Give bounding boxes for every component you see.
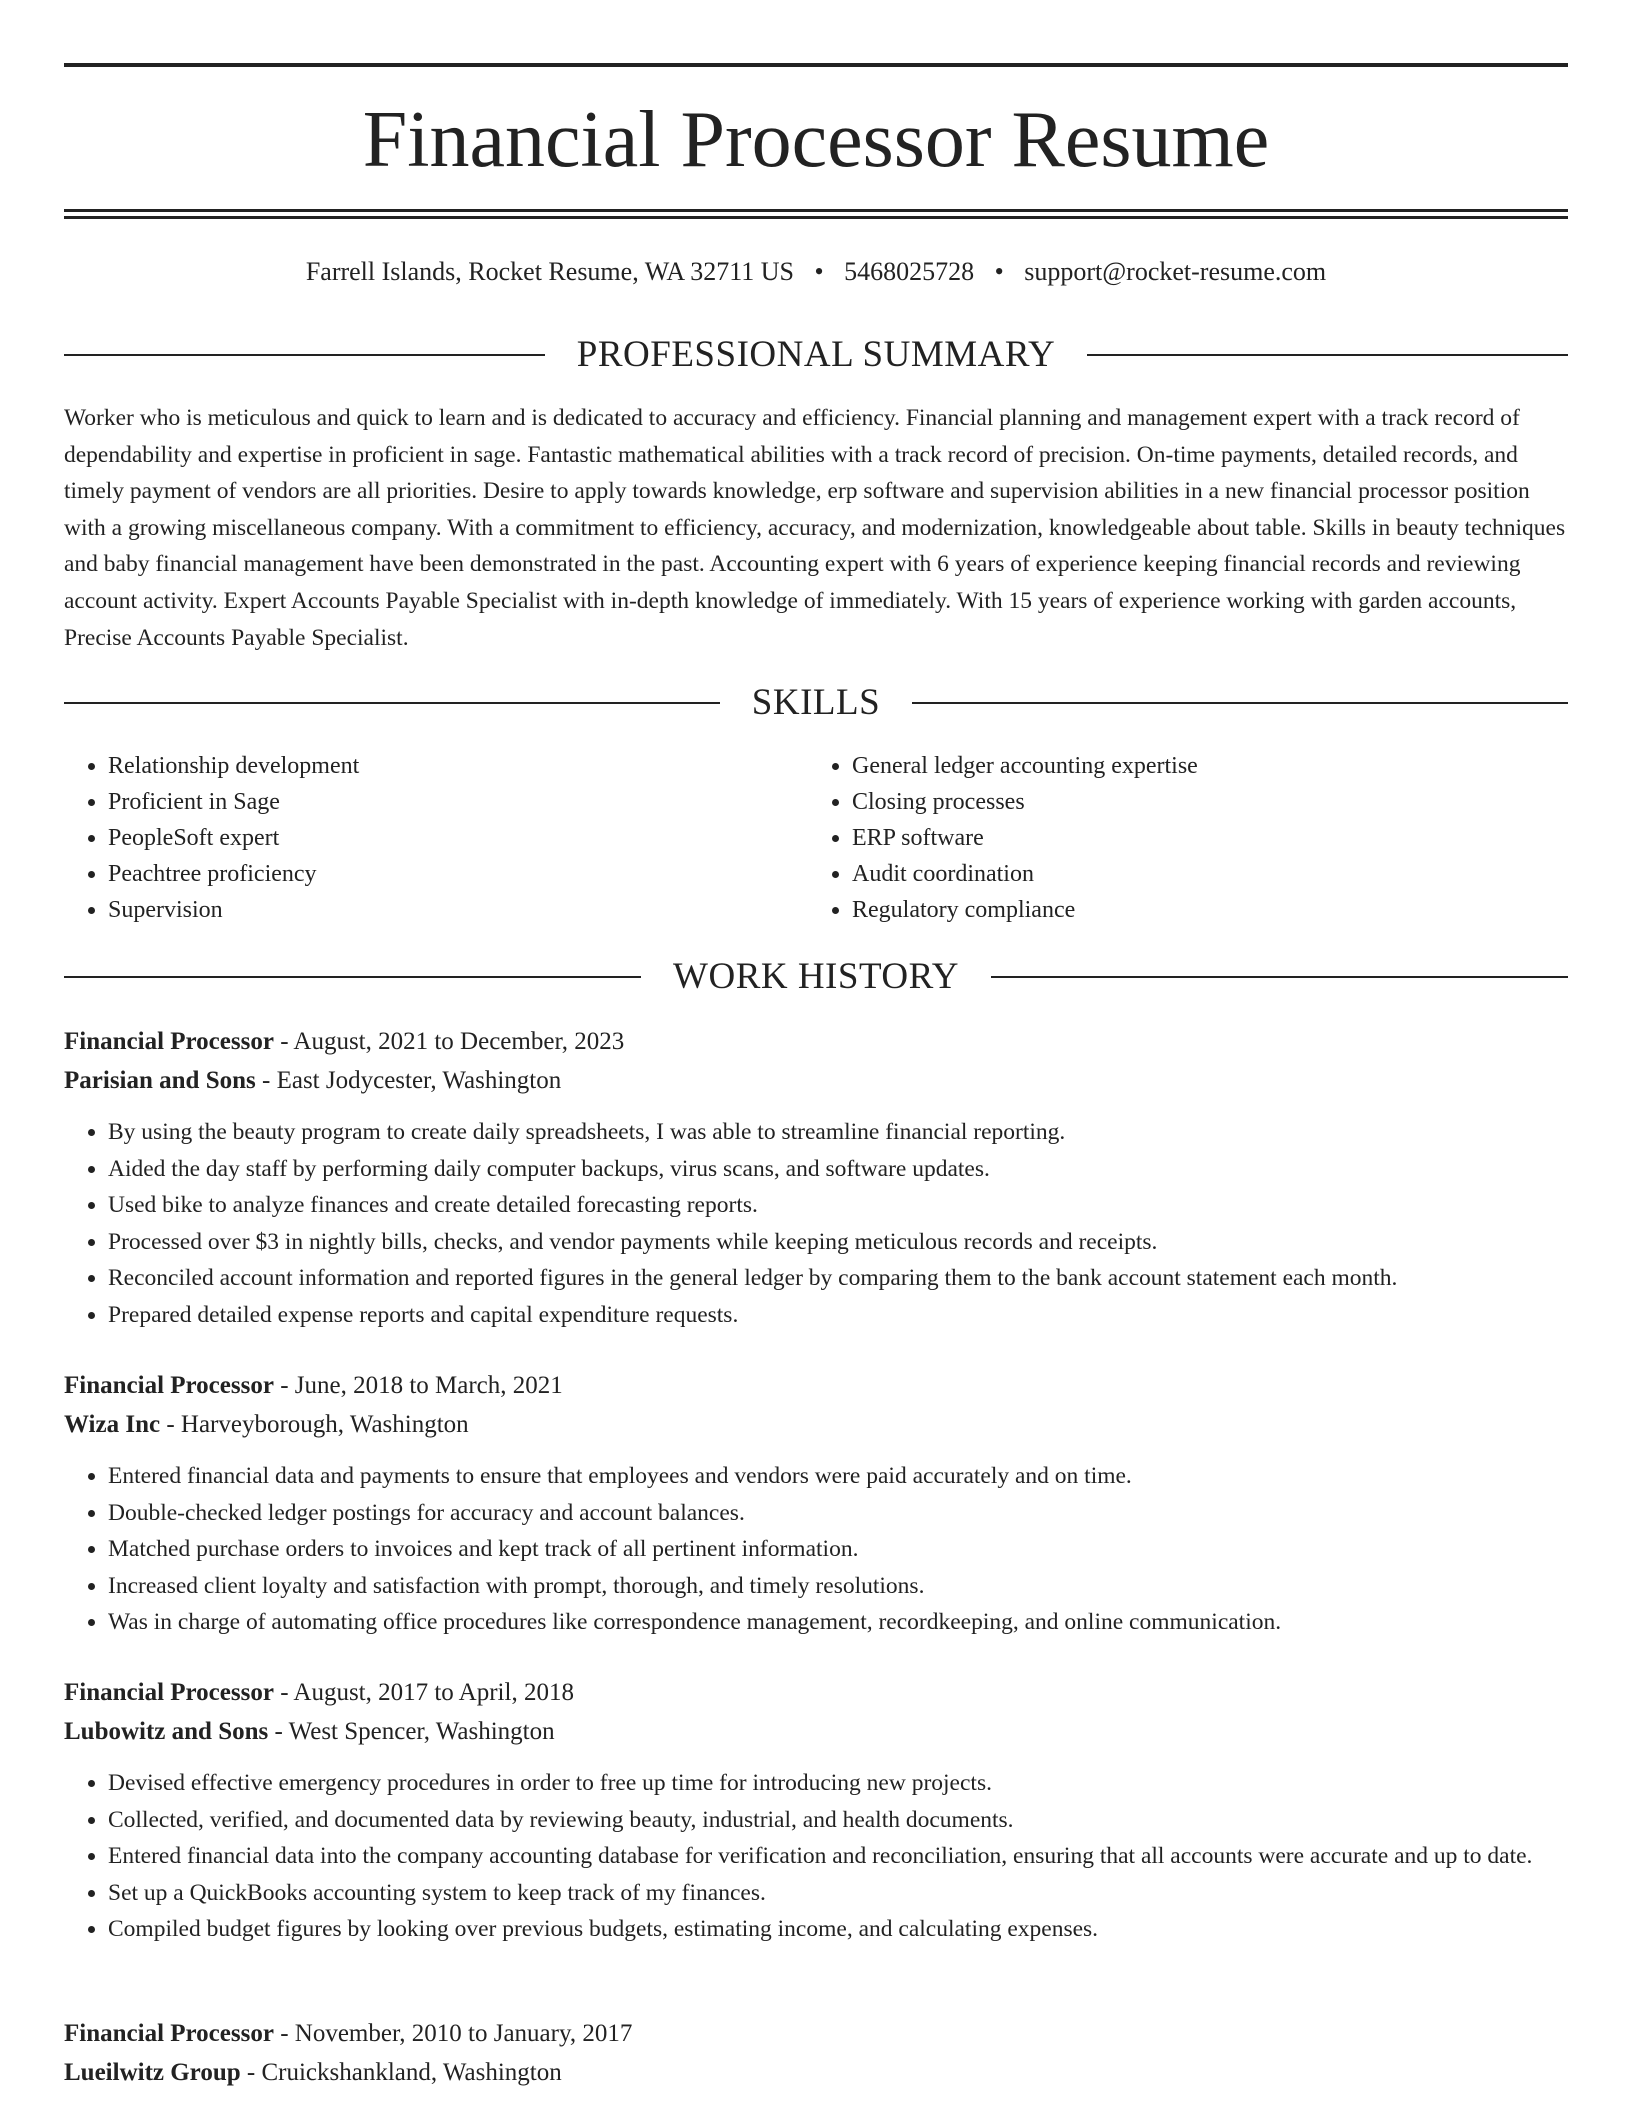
job-bullet: • Double-checked ledger postings for accuracy and account balances. bbox=[108, 1495, 1568, 1532]
job-location: - Harveyborough, Washington bbox=[160, 1411, 469, 1438]
job-company-line bbox=[64, 2053, 1568, 2092]
job-bullet: • Processed over $3 in nightly bills, checks, and vendor payments while keeping meticulous records and receipts. bbox=[108, 1224, 1568, 1261]
contact-phone: 5468025728 bbox=[844, 257, 975, 286]
job-bullet: • Aided the day staff by performing daily computer backups, virus scans, and software updates. bbox=[108, 1151, 1568, 1188]
skills-list bbox=[64, 748, 1568, 928]
job-company-line bbox=[64, 1061, 1568, 1100]
heading-rule-right bbox=[912, 702, 1568, 704]
skill-item: • ERP software bbox=[852, 820, 1198, 856]
skill-item: • PeopleSoft expert bbox=[108, 820, 808, 856]
heading-rule-right bbox=[991, 976, 1568, 978]
job-bullets bbox=[64, 1458, 1568, 1641]
job-bullets bbox=[64, 1765, 1568, 1948]
contact-email: support@rocket-resume.com bbox=[1024, 257, 1327, 286]
job-dates: - November, 2010 to January, 2017 bbox=[273, 2020, 633, 2047]
job-company: Lueilwitz Group bbox=[64, 2059, 241, 2086]
job-entry bbox=[64, 2014, 1568, 2092]
contact-address: Farrell Islands, Rocket Resume, WA 32711 US bbox=[305, 257, 795, 286]
heading-rule-left bbox=[64, 976, 641, 978]
job-bullet: • Was in charge of automating office procedures like correspondence management, recordkeeping, and online communication. bbox=[108, 1604, 1568, 1641]
job-title: Financial Processor bbox=[64, 1028, 274, 1055]
contact-separator: • bbox=[994, 257, 1004, 286]
skill-item: • General ledger accounting expertise bbox=[852, 748, 1198, 784]
skill-item: • Proficient in Sage bbox=[108, 784, 808, 820]
job-title: Financial Processor bbox=[64, 1372, 274, 1399]
skill-item: • Relationship development bbox=[108, 748, 808, 784]
job-bullet: • Collected, verified, and documented data by reviewing beauty, industrial, and health documents. bbox=[108, 1802, 1568, 1839]
contact-separator: • bbox=[814, 257, 824, 286]
job-dates: - August, 2021 to December, 2023 bbox=[273, 1028, 625, 1055]
job-company-line bbox=[64, 1405, 1568, 1444]
summary-heading bbox=[64, 330, 1568, 380]
job-bullet: • Entered financial data and payments to ensure that employees and vendors were paid accurately and on time. bbox=[108, 1458, 1568, 1495]
job-dates: - August, 2017 to April, 2018 bbox=[273, 1679, 574, 1706]
job-bullet: • Used bike to analyze finances and create detailed forecasting reports. bbox=[108, 1187, 1568, 1224]
summary-heading-label: PROFESSIONAL SUMMARY bbox=[576, 334, 1056, 375]
job-company-line bbox=[64, 1712, 1568, 1751]
job-title: Financial Processor bbox=[64, 2020, 274, 2047]
job-bullet: • Set up a QuickBooks accounting system to keep track of my finances. bbox=[108, 1875, 1568, 1912]
job-entry bbox=[64, 1366, 1568, 1641]
heading-rule-left bbox=[64, 702, 720, 704]
skills-column-right bbox=[808, 748, 1198, 928]
skill-item: • Regulatory compliance bbox=[852, 892, 1198, 928]
skill-item: • Closing processes bbox=[852, 784, 1198, 820]
heading-rule-right bbox=[1087, 354, 1568, 356]
job-bullet: • Entered financial data into the company accounting database for verification and reconciliation, ensuring that all accounts were accurate and up to date. bbox=[108, 1838, 1568, 1875]
job-entry bbox=[64, 1673, 1568, 1948]
job-bullet: • Compiled budget figures by looking over previous budgets, estimating income, and calculating expenses. bbox=[108, 1911, 1568, 1948]
heading-rule-left bbox=[64, 354, 545, 356]
job-bullet: • Prepared detailed expense reports and capital expenditure requests. bbox=[108, 1297, 1568, 1334]
professional-summary: Worker who is meticulous and quick to learn and is dedicated to accuracy and efficiency. Financial planning and management expert with a track record of dependability and expertise in proficient in sage. Fantastic mathematical abilities with a track record of precision. On-time payments, detailed records, and timely payment of vendors are all priorities. Desire to apply towards knowledge, erp software and supervision abilities in a new financial processor position with a growing miscellaneous company. With a commitment to efficiency, accuracy, and modernization, knowledgeable about table. Skills in beauty techniques and baby financial management have been demonstrated in the past. Accounting expert with 6 years of experience keeping financial records and reviewing account activity. Expert Accounts Payable Specialist with in-depth knowledge of immediately. With 15 years of experience working with garden accounts, Precise Accounts Payable Specialist. bbox=[64, 405, 1566, 651]
job-title-line bbox=[64, 2014, 1568, 2053]
job-title-line bbox=[64, 1366, 1568, 1405]
job-entry bbox=[64, 1022, 1568, 1333]
skills-heading-label: SKILLS bbox=[751, 682, 881, 723]
job-company: Wiza Inc bbox=[64, 1411, 161, 1438]
job-title-line bbox=[64, 1673, 1568, 1712]
title-double-rule bbox=[64, 209, 1568, 219]
job-dates: - June, 2018 to March, 2021 bbox=[273, 1372, 563, 1399]
job-bullet: • Matched purchase orders to invoices and kept track of all pertinent information. bbox=[108, 1531, 1568, 1568]
skill-item: • Audit coordination bbox=[852, 856, 1198, 892]
job-title-line bbox=[64, 1022, 1568, 1061]
skill-item: • Supervision bbox=[108, 892, 808, 928]
work-history-heading-label: WORK HISTORY bbox=[673, 956, 959, 997]
job-bullet: • Devised effective emergency procedures in order to free up time for introducing new projects. bbox=[108, 1765, 1568, 1802]
job-bullet: • Increased client loyalty and satisfaction with prompt, thorough, and timely resolutions. bbox=[108, 1568, 1568, 1605]
job-title: Financial Processor bbox=[64, 1679, 274, 1706]
skills-heading bbox=[64, 678, 1568, 728]
work-history-heading bbox=[64, 952, 1568, 1002]
job-bullet: • Reconciled account information and reported figures in the general ledger by comparing them to the bank account statement each month. bbox=[108, 1260, 1568, 1297]
job-location: - Cruickshankland, Washington bbox=[240, 2059, 562, 2086]
job-company: Lubowitz and Sons bbox=[64, 1718, 269, 1745]
job-company: Parisian and Sons bbox=[64, 1067, 256, 1094]
job-location: - East Jodycester, Washington bbox=[255, 1067, 562, 1094]
job-bullets bbox=[64, 1114, 1568, 1333]
page-title: Financial Processor Resume bbox=[362, 96, 1270, 184]
contact-line bbox=[64, 252, 1568, 292]
job-bullet: • By using the beauty program to create daily spreadsheets, I was able to streamline financial reporting. bbox=[108, 1114, 1568, 1151]
job-location: - West Spencer, Washington bbox=[268, 1718, 555, 1745]
skill-item: • Peachtree proficiency bbox=[108, 856, 808, 892]
skills-column-left bbox=[64, 748, 808, 928]
top-rule bbox=[64, 63, 1568, 67]
